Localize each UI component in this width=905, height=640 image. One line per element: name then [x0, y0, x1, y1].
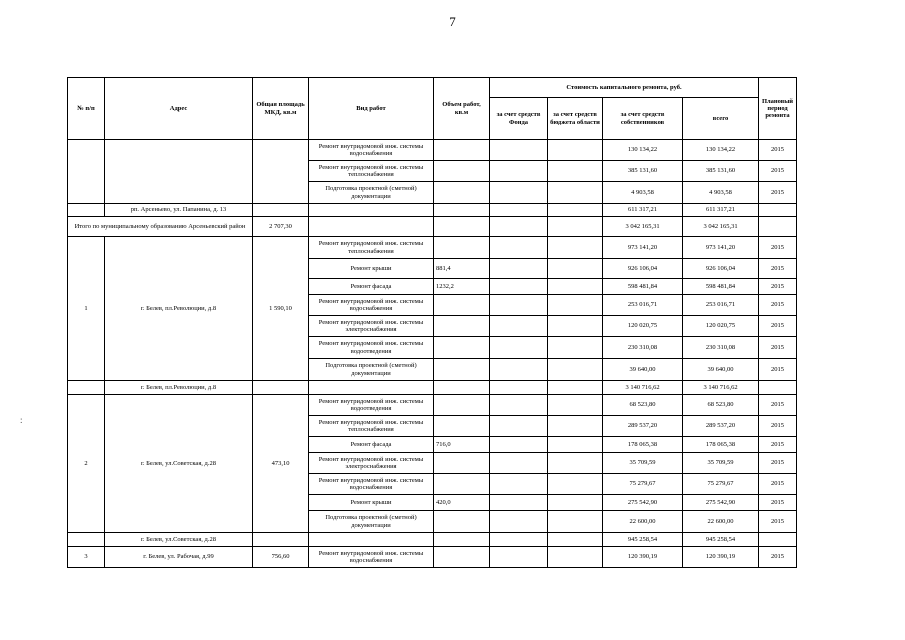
total-cell: 120 020,75: [683, 316, 759, 337]
total-cell: 68 523,80: [683, 395, 759, 416]
total-cell: 39 640,00: [683, 359, 759, 381]
work-cell: Ремонт крыши: [309, 495, 434, 511]
address-cell: г. Белев, ул.Советская, д.28: [105, 395, 253, 533]
header-cost-group: Стоимость капитального ремонта, руб.: [490, 78, 759, 98]
address-cell: г. Белев, ул. Рабочая, д.99: [105, 547, 253, 568]
owners-cell: 598 481,84: [603, 279, 683, 295]
year-cell: 2015: [759, 279, 797, 295]
row-number: 3: [68, 547, 105, 568]
volume-cell: 716,0: [434, 437, 490, 453]
owners-cell: 120 390,19: [603, 547, 683, 568]
year-cell: 2015: [759, 511, 797, 533]
work-cell: Ремонт крыши: [309, 259, 434, 279]
volume-cell: [434, 547, 490, 568]
subtotal-total: 945 258,54: [683, 533, 759, 547]
volume-cell: [434, 511, 490, 533]
municipal-total-owners: 3 042 165,31: [603, 217, 683, 237]
subtotal-total: 611 317,21: [683, 204, 759, 217]
owners-cell: 4 903,58: [603, 182, 683, 204]
area-cell: 1 590,10: [253, 237, 309, 381]
owners-cell: 39 640,00: [603, 359, 683, 381]
owners-cell: 385 131,60: [603, 161, 683, 182]
year-cell: 2015: [759, 395, 797, 416]
address-cell: г. Белев, пл.Революции, д.8: [105, 237, 253, 381]
subtotal-total: 3 140 716,62: [683, 381, 759, 395]
header-owners: за счет средств собственников: [603, 98, 683, 140]
year-cell: 2015: [759, 182, 797, 204]
capital-repair-table: [67, 77, 797, 568]
header-row-1: [68, 78, 797, 98]
owners-cell: 75 279,67: [603, 474, 683, 495]
work-cell: Ремонт внутридомовой инж. системы водоснабжения: [309, 547, 434, 568]
table-row: [68, 140, 797, 161]
volume-cell: [434, 316, 490, 337]
year-cell: 2015: [759, 495, 797, 511]
owners-cell: 289 537,20: [603, 416, 683, 437]
row-number: 1: [68, 237, 105, 381]
year-cell: 2015: [759, 474, 797, 495]
header-fund: за счет средств Фонда: [490, 98, 548, 140]
work-cell: Ремонт внутридомовой инж. системы водоснабжения: [309, 295, 434, 316]
total-cell: 230 310,08: [683, 337, 759, 359]
area-cell: 756,60: [253, 547, 309, 568]
volume-cell: [434, 453, 490, 474]
total-cell: 973 141,20: [683, 237, 759, 259]
year-cell: 2015: [759, 161, 797, 182]
work-cell: Ремонт фасада: [309, 437, 434, 453]
total-cell: 289 537,20: [683, 416, 759, 437]
owners-cell: 22 600,00: [603, 511, 683, 533]
year-cell: 2015: [759, 359, 797, 381]
subtotal-row: [68, 533, 797, 547]
owners-cell: 68 523,80: [603, 395, 683, 416]
subtotal-label: г. Белев, пл.Революции, д.8: [105, 381, 253, 395]
year-cell: 2015: [759, 547, 797, 568]
work-cell: Подготовка проектной (сметной) документации: [309, 359, 434, 381]
margin-mark: :: [20, 415, 23, 425]
total-cell: 35 709,59: [683, 453, 759, 474]
total-cell: 22 600,00: [683, 511, 759, 533]
page-number: 7: [449, 14, 456, 29]
total-cell: 4 903,58: [683, 182, 759, 204]
total-cell: 130 134,22: [683, 140, 759, 161]
total-cell: 385 131,60: [683, 161, 759, 182]
owners-cell: 926 106,04: [603, 259, 683, 279]
subtotal-label: г. Белев, ул.Советская, д.28: [105, 533, 253, 547]
volume-cell: [434, 474, 490, 495]
header-regional-budget: за счет средств бюджета области: [548, 98, 603, 140]
volume-cell: [434, 359, 490, 381]
volume-cell: [434, 237, 490, 259]
header-area: Общая площадь МКД, кв.м: [253, 78, 309, 140]
header-total: всего: [683, 98, 759, 140]
header-address: Адрес: [105, 78, 253, 140]
work-cell: Ремонт внутридомовой инж. системы теплоснабжения: [309, 237, 434, 259]
work-cell: Подготовка проектной (сметной) документации: [309, 511, 434, 533]
total-cell: 275 542,90: [683, 495, 759, 511]
total-cell: 253 016,71: [683, 295, 759, 316]
year-cell: 2015: [759, 237, 797, 259]
year-cell: 2015: [759, 337, 797, 359]
year-cell: 2015: [759, 453, 797, 474]
year-cell: 2015: [759, 259, 797, 279]
subtotal-owners: 611 317,21: [603, 204, 683, 217]
owners-cell: 120 020,75: [603, 316, 683, 337]
subtotal-row: [68, 204, 797, 217]
table-row: [68, 547, 797, 568]
header-num: № п/п: [68, 78, 105, 140]
owners-cell: 35 709,59: [603, 453, 683, 474]
work-cell: Ремонт внутридомовой инж. системы водоснабжения: [309, 140, 434, 161]
table-row: [68, 395, 797, 416]
total-cell: 178 065,38: [683, 437, 759, 453]
municipal-total-label: Итого по муниципальному образованию Арсеньевский район: [68, 217, 253, 237]
year-cell: 2015: [759, 140, 797, 161]
total-cell: 926 106,04: [683, 259, 759, 279]
area-cell: 473,10: [253, 395, 309, 533]
work-cell: Ремонт фасада: [309, 279, 434, 295]
owners-cell: 973 141,20: [603, 237, 683, 259]
work-cell: Ремонт внутридомовой инж. системы водоотведения: [309, 395, 434, 416]
volume-cell: 1232,2: [434, 279, 490, 295]
header-work-type: Вид работ: [309, 78, 434, 140]
municipal-total-row: [68, 217, 797, 237]
year-cell: 2015: [759, 416, 797, 437]
work-cell: Ремонт внутридомовой инж. системы теплоснабжения: [309, 416, 434, 437]
volume-cell: [434, 337, 490, 359]
total-cell: 75 279,67: [683, 474, 759, 495]
owners-cell: 275 542,90: [603, 495, 683, 511]
owners-cell: 178 065,38: [603, 437, 683, 453]
subtotal-row: [68, 381, 797, 395]
volume-cell: [434, 395, 490, 416]
work-cell: Ремонт внутридомовой инж. системы электроснабжения: [309, 316, 434, 337]
volume-cell: 420,0: [434, 495, 490, 511]
volume-cell: 881,4: [434, 259, 490, 279]
municipal-total-area: 2 707,30: [253, 217, 309, 237]
work-cell: Ремонт внутридомовой инж. системы теплоснабжения: [309, 161, 434, 182]
owners-cell: 130 134,22: [603, 140, 683, 161]
table-row: [68, 237, 797, 259]
row-number: 2: [68, 395, 105, 533]
work-cell: Ремонт внутридомовой инж. системы водоснабжения: [309, 474, 434, 495]
volume-cell: [434, 416, 490, 437]
header-volume: Объем работ, кв.м: [434, 78, 490, 140]
subtotal-owners: 3 140 716,62: [603, 381, 683, 395]
volume-cell: [434, 295, 490, 316]
subtotal-owners: 945 258,54: [603, 533, 683, 547]
work-cell: Ремонт внутридомовой инж. системы водоотведения: [309, 337, 434, 359]
owners-cell: 230 310,08: [603, 337, 683, 359]
total-cell: 598 481,84: [683, 279, 759, 295]
municipal-total-total: 3 042 165,31: [683, 217, 759, 237]
year-cell: 2015: [759, 295, 797, 316]
work-cell: Ремонт внутридомовой инж. системы электроснабжения: [309, 453, 434, 474]
subtotal-label: рп. Арсеньево, ул. Папанина, д. 13: [105, 204, 253, 217]
year-cell: 2015: [759, 316, 797, 337]
total-cell: 120 390,19: [683, 547, 759, 568]
year-cell: 2015: [759, 437, 797, 453]
header-planned-period: Плановый период ремонта: [759, 78, 797, 140]
work-cell: Подготовка проектной (сметной) документации: [309, 182, 434, 204]
owners-cell: 253 016,71: [603, 295, 683, 316]
